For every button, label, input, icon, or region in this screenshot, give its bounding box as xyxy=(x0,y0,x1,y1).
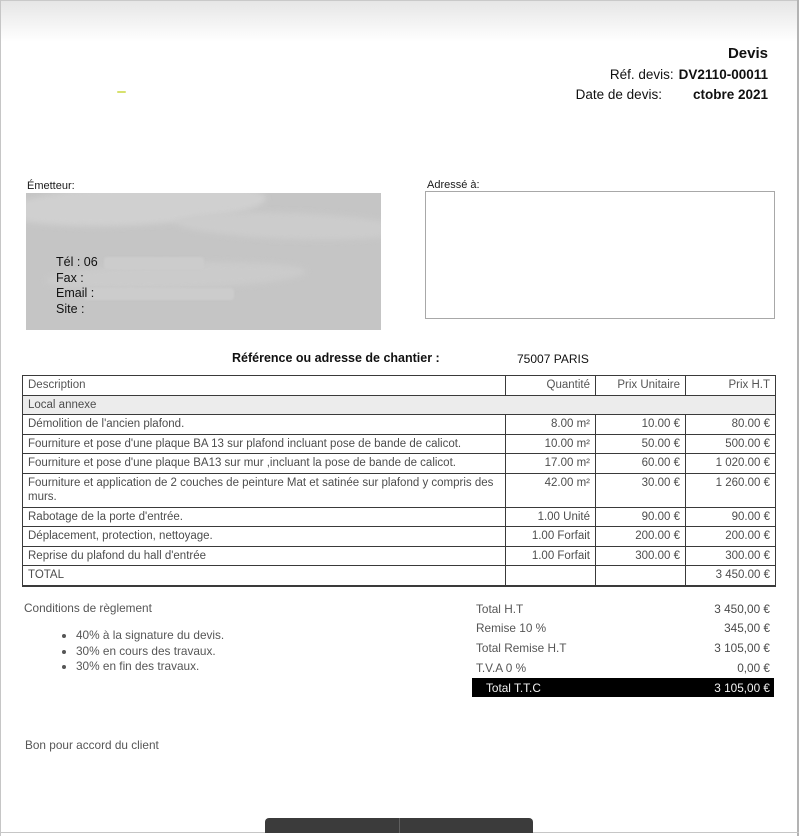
column-header-price-ht: Prix H.T xyxy=(686,376,776,396)
item-description: Fourniture et pose d'une plaque BA 13 sur plafond incluant pose de bande de calicot. xyxy=(23,434,506,454)
table-header-row xyxy=(23,376,776,396)
payment-conditions-title: Conditions de règlement xyxy=(24,601,152,615)
table-row xyxy=(23,454,776,474)
totals-summary xyxy=(472,599,774,697)
item-price-ht: 500.00 € xyxy=(686,434,776,454)
date-label: Date de devis: xyxy=(575,87,662,102)
table-row xyxy=(23,507,776,527)
item-quantity: 1.00 Forfait xyxy=(506,546,596,566)
column-header-unit-price: Prix Unitaire xyxy=(596,376,686,396)
document-title: Devis xyxy=(727,45,768,62)
total-after-discount-label: Total Remise H.T xyxy=(476,640,567,655)
recipient-redacted-box xyxy=(425,191,775,319)
item-description: Reprise du plafond du hall d'entrée xyxy=(23,546,506,566)
table-total-empty-cell xyxy=(596,566,686,586)
discount-value: 345,00 € xyxy=(724,621,770,636)
vat-row xyxy=(472,658,774,678)
total-ttc-label: Total T.T.C xyxy=(486,680,541,695)
item-unit-price: 30.00 € xyxy=(596,473,686,507)
table-row xyxy=(23,434,776,454)
emitter-label: Émetteur: xyxy=(27,180,75,192)
worksite-reference-value: 75007 PARIS xyxy=(517,352,589,366)
total-after-discount-row xyxy=(472,638,774,658)
discount-row xyxy=(472,619,774,639)
total-ht-row xyxy=(472,599,774,619)
total-ttc-row xyxy=(472,678,774,697)
payment-conditions xyxy=(24,601,404,675)
item-unit-price: 10.00 € xyxy=(596,415,686,435)
emitter-fax: Fax : xyxy=(56,270,84,285)
vat-value: 0,00 € xyxy=(737,660,770,675)
item-price-ht: 90.00 € xyxy=(686,507,776,527)
column-header-description: Description xyxy=(23,376,506,396)
item-price-ht: 80.00 € xyxy=(686,415,776,435)
item-price-ht: 300.00 € xyxy=(686,546,776,566)
quote-items-table xyxy=(22,375,776,587)
emitter-contact-info xyxy=(56,255,98,317)
reference-line xyxy=(576,65,768,85)
column-header-quantity: Quantité xyxy=(506,376,596,396)
emitter-redacted-block xyxy=(26,193,381,330)
item-quantity: 42.00 m² xyxy=(506,473,596,507)
table-total-empty-cell xyxy=(506,566,596,586)
item-quantity: 1.00 Forfait xyxy=(506,527,596,547)
emitter-email: Email : xyxy=(56,286,95,301)
item-quantity: 1.00 Unité xyxy=(506,507,596,527)
item-price-ht: 200.00 € xyxy=(686,527,776,547)
emitter-phone: Tél : 06 xyxy=(56,255,98,269)
item-price-ht: 1 020.00 € xyxy=(686,454,776,474)
item-price-ht: 1 260.00 € xyxy=(686,473,776,507)
table-total-label: TOTAL xyxy=(23,566,506,586)
redacted-email-address xyxy=(84,288,234,300)
total-ht-label: Total H.T xyxy=(476,601,524,616)
item-description: Démolition de l'ancien plafond. xyxy=(23,415,506,435)
item-quantity: 8.00 m² xyxy=(506,415,596,435)
item-unit-price: 60.00 € xyxy=(596,454,686,474)
toolbar-button-left[interactable] xyxy=(265,818,399,833)
total-ht-value: 3 450,00 € xyxy=(714,601,770,616)
reference-value: DV2110-00011 xyxy=(678,67,768,82)
item-quantity: 17.00 m² xyxy=(506,454,596,474)
item-unit-price: 90.00 € xyxy=(596,507,686,527)
item-quantity: 10.00 m² xyxy=(506,434,596,454)
item-description: Rabotage de la porte d'entrée. xyxy=(23,507,506,527)
reference-label: Réf. devis: xyxy=(609,67,674,82)
total-ttc-value: 3 105,00 € xyxy=(714,680,770,695)
discount-label: Remise 10 % xyxy=(476,621,547,636)
redacted-phone-number xyxy=(104,257,204,269)
pdf-viewer-toolbar xyxy=(265,818,533,833)
item-description: Fourniture et pose d'une plaque BA13 sur mur ,incluant la pose de bande de calicot. xyxy=(23,454,506,474)
item-unit-price: 50.00 € xyxy=(596,434,686,454)
table-row xyxy=(23,473,776,507)
table-row xyxy=(23,415,776,435)
client-approval-text: Bon pour accord du client xyxy=(25,738,159,752)
vat-label: T.V.A 0 % xyxy=(476,660,527,675)
item-description: Fourniture et application de 2 couches de peinture Mat et satinée sur plafond y compris des murs. xyxy=(23,473,506,507)
date-value: ctobre 2021 xyxy=(692,87,768,102)
item-description: Déplacement, protection, nettoyage. xyxy=(23,527,506,547)
section-title: Local annexe xyxy=(23,395,776,415)
page-top-shadow xyxy=(0,0,799,42)
redaction-smudge xyxy=(176,209,381,243)
page-left-border xyxy=(0,0,1,836)
payment-terms-list xyxy=(76,628,404,675)
table-total-row xyxy=(23,566,776,586)
recipient-label: Adressé à: xyxy=(427,179,480,191)
table-row xyxy=(23,527,776,547)
total-after-discount-value: 3 105,00 € xyxy=(714,640,770,655)
document-header xyxy=(576,44,768,105)
toolbar-button-right[interactable] xyxy=(400,818,534,833)
redacted-logo-mark xyxy=(117,91,126,93)
date-line xyxy=(576,85,768,105)
item-unit-price: 200.00 € xyxy=(596,527,686,547)
item-unit-price: 300.00 € xyxy=(596,546,686,566)
payment-term: • 40% à la signature du devis. xyxy=(76,628,404,644)
table-total-value: 3 450.00 € xyxy=(686,566,776,586)
payment-term: • 30% en fin des travaux. xyxy=(76,659,404,675)
payment-term: • 30% en cours des travaux. xyxy=(76,644,404,660)
worksite-reference-label: Référence ou adresse de chantier : xyxy=(232,351,440,365)
emitter-site: Site : xyxy=(56,301,85,316)
table-row xyxy=(23,546,776,566)
section-row xyxy=(23,395,776,415)
